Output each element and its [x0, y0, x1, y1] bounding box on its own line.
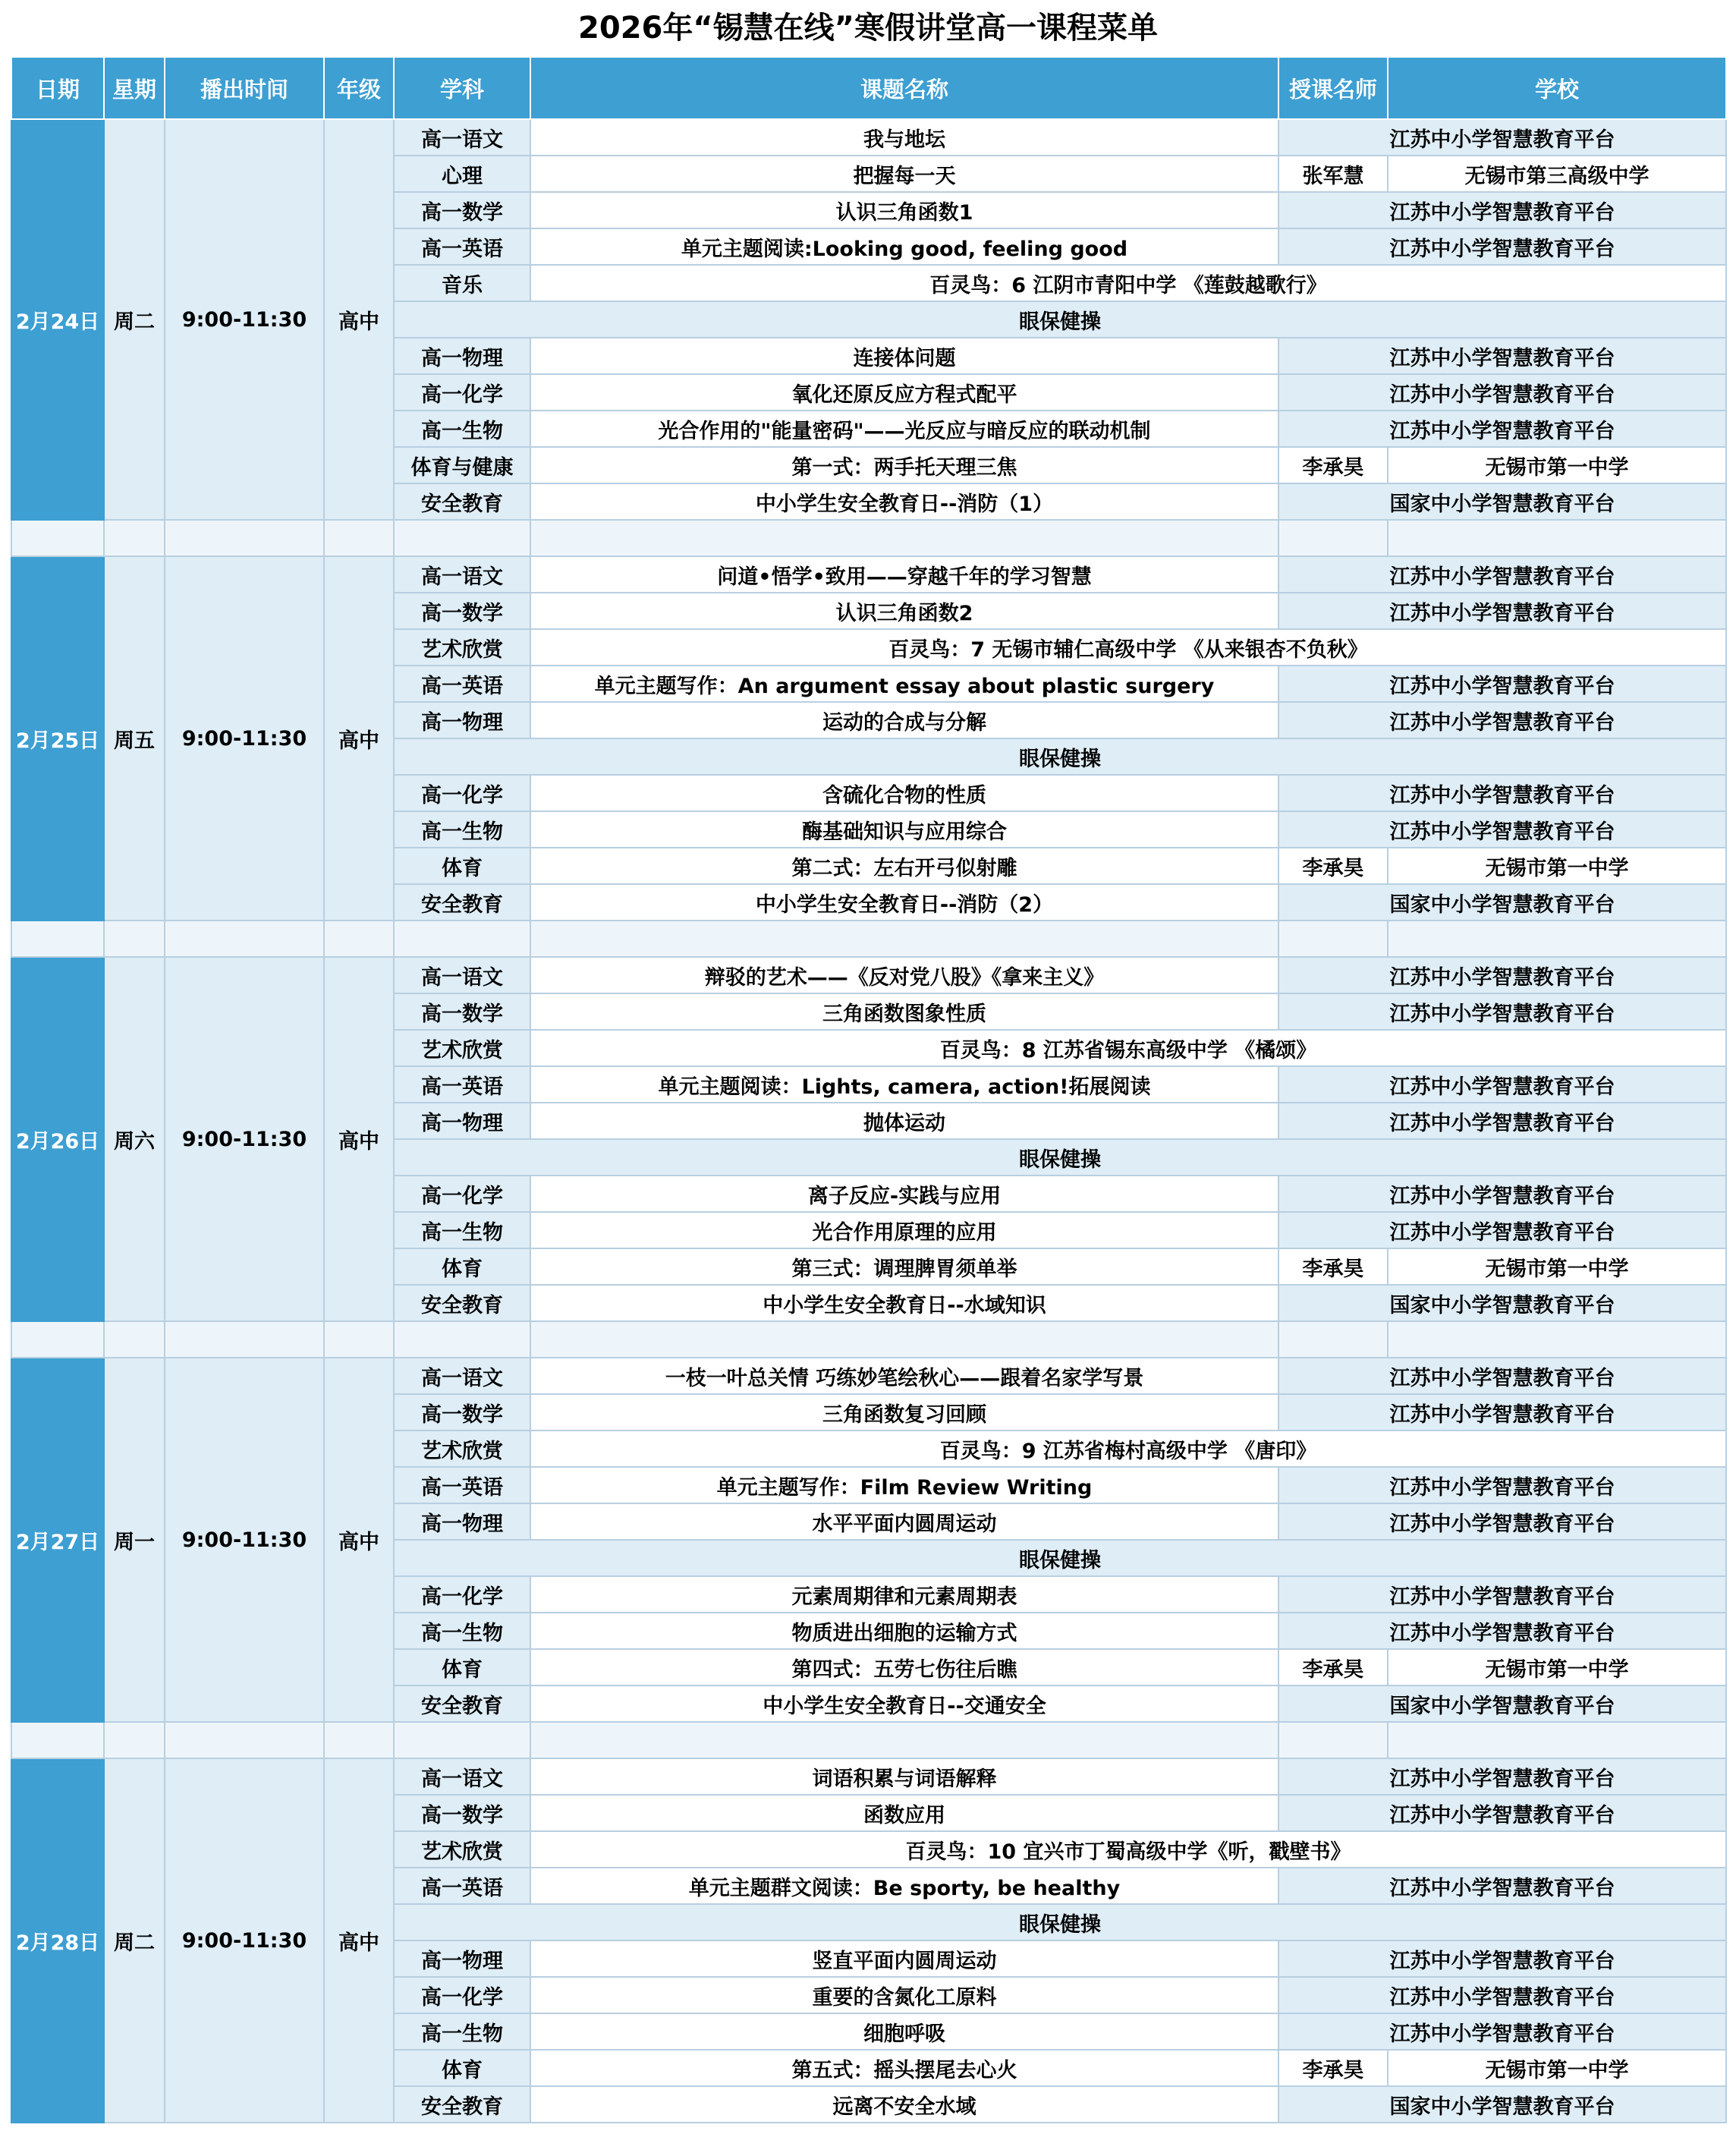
- eye-exercise-cell: 眼保健操: [394, 1139, 1726, 1176]
- topic-cell: 单元主题群文阅读：Be sporty, be healthy: [530, 1868, 1278, 1904]
- school-cell: 江苏中小学智慧教育平台: [1278, 1066, 1726, 1103]
- eye-exercise-cell: 眼保健操: [394, 738, 1726, 775]
- header-grade: 年级: [324, 57, 394, 119]
- header-teacher: 授课名师: [1278, 57, 1388, 119]
- subject-cell: 安全教育: [394, 1685, 530, 1722]
- topic-cell: 问道•悟学•致用——穿越千年的学习智慧: [530, 556, 1278, 593]
- topic-cell: 认识三角函数2: [530, 593, 1278, 629]
- school-cell: 无锡市第一中学: [1388, 447, 1726, 483]
- topic-cell: 抛体运动: [530, 1103, 1278, 1139]
- separator-cell: [165, 1722, 324, 1758]
- subject-cell: 高一物理: [394, 1503, 530, 1540]
- school-cell: 江苏中小学智慧教育平台: [1278, 702, 1726, 738]
- subject-cell: 艺术欣赏: [394, 1831, 530, 1868]
- topic-cell: 函数应用: [530, 1795, 1278, 1831]
- topic-cell: 第二式：左右开弓似射雕: [530, 848, 1278, 884]
- topic-cell: 中小学生安全教育日--消防（1）: [530, 483, 1278, 520]
- topic-cell: 百灵鸟：8 江苏省锡东高级中学 《橘颂》: [530, 1030, 1726, 1066]
- day-separator: [11, 1321, 1726, 1358]
- separator-cell: [11, 1321, 104, 1358]
- school-cell: 江苏中小学智慧教育平台: [1278, 775, 1726, 811]
- subject-cell: 体育: [394, 1248, 530, 1285]
- time-cell: 9:00-11:30: [165, 1358, 324, 1722]
- topic-cell: 中小学生安全教育日--消防（2）: [530, 884, 1278, 921]
- subject-cell: 体育: [394, 1649, 530, 1685]
- subject-cell: 高一数学: [394, 1394, 530, 1431]
- topic-cell: 辩驳的艺术——《反对党八股》《拿来主义》: [530, 957, 1278, 993]
- topic-cell: 元素周期律和元素周期表: [530, 1576, 1278, 1613]
- subject-cell: 高一数学: [394, 993, 530, 1030]
- table-row: [11, 119, 1726, 156]
- eye-exercise-cell: 眼保健操: [394, 301, 1726, 338]
- subject-cell: 体育: [394, 2050, 530, 2086]
- school-cell: 江苏中小学智慧教育平台: [1278, 1576, 1726, 1613]
- school-cell: 江苏中小学智慧教育平台: [1278, 993, 1726, 1030]
- subject-cell: 高一语文: [394, 1358, 530, 1394]
- school-cell: 江苏中小学智慧教育平台: [1278, 1977, 1726, 2013]
- time-cell: 9:00-11:30: [165, 119, 324, 520]
- header-school: 学校: [1388, 57, 1726, 119]
- grade-cell: 高中: [324, 119, 394, 520]
- grade-cell: 高中: [324, 556, 394, 921]
- topic-cell: 认识三角函数1: [530, 192, 1278, 228]
- topic-cell: 离子反应-实践与应用: [530, 1176, 1278, 1212]
- subject-cell: 体育与健康: [394, 447, 530, 483]
- school-cell: 江苏中小学智慧教育平台: [1278, 338, 1726, 374]
- day-separator: [11, 1722, 1726, 1758]
- topic-cell: 光合作用原理的应用: [530, 1212, 1278, 1248]
- day-separator: [11, 921, 1726, 957]
- separator-cell: [104, 921, 165, 957]
- subject-cell: 高一语文: [394, 119, 530, 156]
- school-cell: 江苏中小学智慧教育平台: [1278, 374, 1726, 411]
- subject-cell: 安全教育: [394, 1285, 530, 1321]
- topic-cell: 中小学生安全教育日--水域知识: [530, 1285, 1278, 1321]
- school-cell: 江苏中小学智慧教育平台: [1278, 1394, 1726, 1431]
- topic-cell: 百灵鸟：7 无锡市辅仁高级中学 《从来银杏不负秋》: [530, 629, 1726, 666]
- topic-cell: 单元主题写作：Film Review Writing: [530, 1467, 1278, 1503]
- schedule-body: [11, 119, 1726, 2123]
- separator-cell: [394, 1321, 530, 1358]
- separator-cell: [1278, 1321, 1388, 1358]
- topic-cell: 百灵鸟：10 宜兴市丁蜀高级中学《听，戳壁书》: [530, 1831, 1726, 1868]
- school-cell: 江苏中小学智慧教育平台: [1278, 1795, 1726, 1831]
- table-row: [11, 1358, 1726, 1394]
- subject-cell: 高一英语: [394, 1868, 530, 1904]
- separator-cell: [1388, 1321, 1726, 1358]
- separator-cell: [1388, 520, 1726, 556]
- weekday-cell: 周六: [104, 957, 165, 1321]
- subject-cell: 高一生物: [394, 2013, 530, 2050]
- subject-cell: 高一化学: [394, 1977, 530, 2013]
- teacher-cell: 李承昊: [1278, 447, 1388, 483]
- school-cell: 江苏中小学智慧教育平台: [1278, 593, 1726, 629]
- separator-cell: [1388, 1722, 1726, 1758]
- subject-cell: 高一语文: [394, 1758, 530, 1795]
- school-cell: 江苏中小学智慧教育平台: [1278, 192, 1726, 228]
- subject-cell: 艺术欣赏: [394, 629, 530, 666]
- subject-cell: 高一化学: [394, 374, 530, 411]
- date-cell: 2月25日: [11, 556, 104, 921]
- separator-cell: [1278, 921, 1388, 957]
- separator-cell: [165, 520, 324, 556]
- subject-cell: 高一物理: [394, 1940, 530, 1977]
- separator-cell: [324, 1321, 394, 1358]
- separator-cell: [11, 1722, 104, 1758]
- topic-cell: 百灵鸟：9 江苏省梅村高级中学 《唐印》: [530, 1431, 1726, 1467]
- subject-cell: 高一语文: [394, 957, 530, 993]
- separator-cell: [530, 921, 1278, 957]
- header-weekday: 星期: [104, 57, 165, 119]
- school-cell: 江苏中小学智慧教育平台: [1278, 1868, 1726, 1904]
- teacher-cell: 张军慧: [1278, 156, 1388, 192]
- separator-cell: [165, 921, 324, 957]
- topic-cell: 连接体问题: [530, 338, 1278, 374]
- eye-exercise-cell: 眼保健操: [394, 1540, 1726, 1576]
- subject-cell: 安全教育: [394, 2086, 530, 2123]
- weekday-cell: 周五: [104, 556, 165, 921]
- subject-cell: 高一化学: [394, 775, 530, 811]
- day-separator: [11, 520, 1726, 556]
- header-time: 播出时间: [165, 57, 324, 119]
- separator-cell: [530, 1321, 1278, 1358]
- header-date: 日期: [11, 57, 104, 119]
- topic-cell: 百灵鸟：6 江阴市青阳中学 《莲鼓越歌行》: [530, 265, 1726, 301]
- subject-cell: 安全教育: [394, 483, 530, 520]
- school-cell: 无锡市第一中学: [1388, 1649, 1726, 1685]
- subject-cell: 高一数学: [394, 1795, 530, 1831]
- topic-cell: 单元主题阅读：Lights, camera, action!拓展阅读: [530, 1066, 1278, 1103]
- separator-cell: [324, 1722, 394, 1758]
- topic-cell: 三角函数图象性质: [530, 993, 1278, 1030]
- separator-cell: [104, 520, 165, 556]
- topic-cell: 我与地坛: [530, 119, 1278, 156]
- subject-cell: 艺术欣赏: [394, 1030, 530, 1066]
- school-cell: 江苏中小学智慧教育平台: [1278, 1176, 1726, 1212]
- topic-cell: 含硫化合物的性质: [530, 775, 1278, 811]
- topic-cell: 细胞呼吸: [530, 2013, 1278, 2050]
- table-row: [11, 957, 1726, 993]
- topic-cell: 第四式：五劳七伤往后瞧: [530, 1649, 1278, 1685]
- separator-cell: [104, 1321, 165, 1358]
- eye-exercise-cell: 眼保健操: [394, 1904, 1726, 1940]
- subject-cell: 艺术欣赏: [394, 1431, 530, 1467]
- separator-cell: [324, 520, 394, 556]
- school-cell: 江苏中小学智慧教育平台: [1278, 811, 1726, 848]
- page-title: 2026年“锡慧在线”寒假讲堂高一课程菜单: [578, 11, 1158, 46]
- weekday-cell: 周二: [104, 1758, 165, 2123]
- separator-cell: [1388, 921, 1726, 957]
- topic-cell: 远离不安全水域: [530, 2086, 1278, 2123]
- separator-cell: [165, 1321, 324, 1358]
- school-cell: 江苏中小学智慧教育平台: [1278, 1940, 1726, 1977]
- subject-cell: 高一语文: [394, 556, 530, 593]
- school-cell: 无锡市第三高级中学: [1388, 156, 1726, 192]
- school-cell: 无锡市第一中学: [1388, 2050, 1726, 2086]
- school-cell: 江苏中小学智慧教育平台: [1278, 1503, 1726, 1540]
- grade-cell: 高中: [324, 957, 394, 1321]
- school-cell: 江苏中小学智慧教育平台: [1278, 1613, 1726, 1649]
- topic-cell: 第一式：两手托天理三焦: [530, 447, 1278, 483]
- school-cell: 无锡市第一中学: [1388, 1248, 1726, 1285]
- header-topic: 课题名称: [530, 57, 1278, 119]
- teacher-cell: 李承昊: [1278, 1649, 1388, 1685]
- school-cell: 江苏中小学智慧教育平台: [1278, 666, 1726, 702]
- topic-cell: 单元主题阅读:Looking good, feeling good: [530, 228, 1278, 265]
- topic-cell: 竖直平面内圆周运动: [530, 1940, 1278, 1977]
- topic-cell: 水平平面内圆周运动: [530, 1503, 1278, 1540]
- table-row: [11, 556, 1726, 593]
- school-cell: 江苏中小学智慧教育平台: [1278, 119, 1726, 156]
- school-cell: 江苏中小学智慧教育平台: [1278, 1103, 1726, 1139]
- school-cell: 江苏中小学智慧教育平台: [1278, 1212, 1726, 1248]
- school-cell: 国家中小学智慧教育平台: [1278, 1285, 1726, 1321]
- separator-cell: [1278, 1722, 1388, 1758]
- subject-cell: 高一英语: [394, 1467, 530, 1503]
- topic-cell: 中小学生安全教育日--交通安全: [530, 1685, 1278, 1722]
- date-cell: 2月27日: [11, 1358, 104, 1722]
- topic-cell: 重要的含氮化工原料: [530, 1977, 1278, 2013]
- topic-cell: 运动的合成与分解: [530, 702, 1278, 738]
- grade-cell: 高中: [324, 1358, 394, 1722]
- separator-cell: [530, 520, 1278, 556]
- subject-cell: 音乐: [394, 265, 530, 301]
- subject-cell: 高一生物: [394, 411, 530, 447]
- separator-cell: [530, 1722, 1278, 1758]
- school-cell: 江苏中小学智慧教育平台: [1278, 957, 1726, 993]
- topic-cell: 单元主题写作：An argument essay about plastic surgery: [530, 666, 1278, 702]
- subject-cell: 高一化学: [394, 1176, 530, 1212]
- schedule-table: [11, 56, 1727, 2123]
- school-cell: 无锡市第一中学: [1388, 848, 1726, 884]
- topic-cell: 酶基础知识与应用综合: [530, 811, 1278, 848]
- subject-cell: 高一物理: [394, 1103, 530, 1139]
- date-cell: 2月24日: [11, 119, 104, 520]
- topic-cell: 光合作用的"能量密码"——光反应与暗反应的联动机制: [530, 411, 1278, 447]
- subject-cell: 高一数学: [394, 192, 530, 228]
- separator-cell: [394, 1722, 530, 1758]
- topic-cell: 第五式：摇头摆尾去心火: [530, 2050, 1278, 2086]
- school-cell: 江苏中小学智慧教育平台: [1278, 411, 1726, 447]
- separator-cell: [1278, 520, 1388, 556]
- teacher-cell: 李承昊: [1278, 1248, 1388, 1285]
- subject-cell: 高一英语: [394, 1066, 530, 1103]
- school-cell: 江苏中小学智慧教育平台: [1278, 556, 1726, 593]
- subject-cell: 高一生物: [394, 1613, 530, 1649]
- date-cell: 2月26日: [11, 957, 104, 1321]
- subject-cell: 高一数学: [394, 593, 530, 629]
- school-cell: 江苏中小学智慧教育平台: [1278, 228, 1726, 265]
- separator-cell: [11, 520, 104, 556]
- subject-cell: 高一英语: [394, 666, 530, 702]
- subject-cell: 高一物理: [394, 702, 530, 738]
- teacher-cell: 李承昊: [1278, 848, 1388, 884]
- school-cell: 国家中小学智慧教育平台: [1278, 2086, 1726, 2123]
- topic-cell: 词语积累与词语解释: [530, 1758, 1278, 1795]
- separator-cell: [394, 520, 530, 556]
- school-cell: 江苏中小学智慧教育平台: [1278, 1758, 1726, 1795]
- separator-cell: [324, 921, 394, 957]
- table-row: [11, 1758, 1726, 1795]
- school-cell: 江苏中小学智慧教育平台: [1278, 1467, 1726, 1503]
- school-cell: 国家中小学智慧教育平台: [1278, 884, 1726, 921]
- grade-cell: 高中: [324, 1758, 394, 2123]
- time-cell: 9:00-11:30: [165, 556, 324, 921]
- header-row: [11, 57, 1726, 119]
- topic-cell: 物质进出细胞的运输方式: [530, 1613, 1278, 1649]
- topic-cell: 一枝一叶总关情 巧练妙笔绘秋心——跟着名家学写景: [530, 1358, 1278, 1394]
- subject-cell: 高一生物: [394, 1212, 530, 1248]
- topic-cell: 把握每一天: [530, 156, 1278, 192]
- weekday-cell: 周一: [104, 1358, 165, 1722]
- separator-cell: [104, 1722, 165, 1758]
- topic-cell: 氧化还原反应方程式配平: [530, 374, 1278, 411]
- separator-cell: [394, 921, 530, 957]
- date-cell: 2月28日: [11, 1758, 104, 2123]
- school-cell: 国家中小学智慧教育平台: [1278, 1685, 1726, 1722]
- subject-cell: 心理: [394, 156, 530, 192]
- school-cell: 江苏中小学智慧教育平台: [1278, 2013, 1726, 2050]
- header-subject: 学科: [394, 57, 530, 119]
- school-cell: 国家中小学智慧教育平台: [1278, 483, 1726, 520]
- separator-cell: [11, 921, 104, 957]
- weekday-cell: 周二: [104, 119, 165, 520]
- subject-cell: 高一物理: [394, 338, 530, 374]
- topic-cell: 三角函数复习回顾: [530, 1394, 1278, 1431]
- subject-cell: 高一生物: [394, 811, 530, 848]
- school-cell: 江苏中小学智慧教育平台: [1278, 1358, 1726, 1394]
- subject-cell: 体育: [394, 848, 530, 884]
- topic-cell: 第三式：调理脾胃须单举: [530, 1248, 1278, 1285]
- teacher-cell: 李承昊: [1278, 2050, 1388, 2086]
- subject-cell: 安全教育: [394, 884, 530, 921]
- time-cell: 9:00-11:30: [165, 957, 324, 1321]
- subject-cell: 高一英语: [394, 228, 530, 265]
- subject-cell: 高一化学: [394, 1576, 530, 1613]
- time-cell: 9:00-11:30: [165, 1758, 324, 2123]
